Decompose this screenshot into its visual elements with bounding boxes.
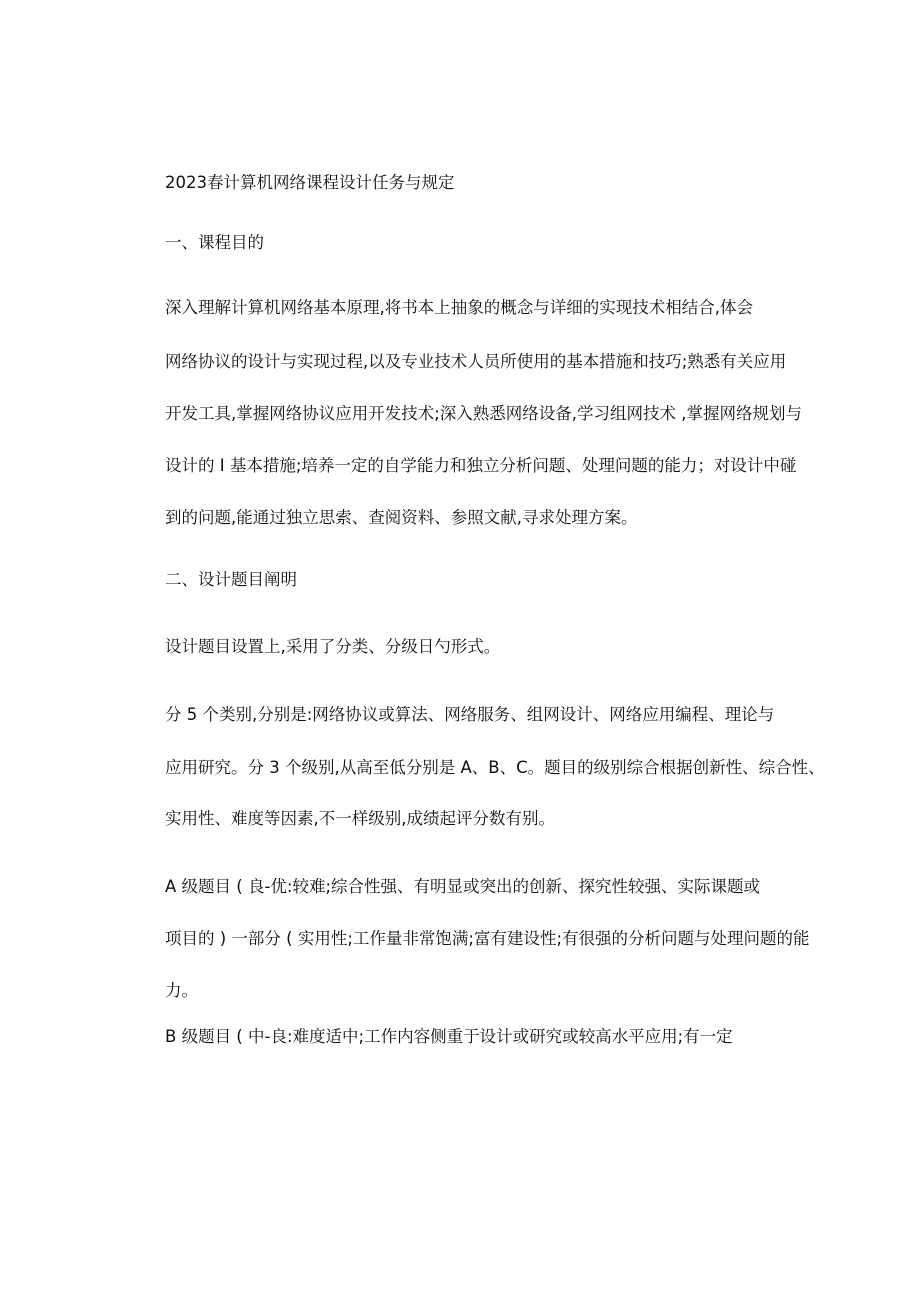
paragraph-line: 设计题目设置上,采用了分类、分级日勺形式。 [165,637,501,656]
paragraph-line: 网络协议的设计与实现过程,以及专业技术人员所使用的基本措施和技巧;熟悉有关应用 [165,352,787,371]
section-heading-course-purpose: 一、课程目的 [165,233,264,252]
section-heading-topic-description: 二、设计题目阐明 [165,570,297,589]
paragraph-line: A 级题目 ( 良-优:较难;综合性强、有明显或突出的创新、探究性较强、实际课题或 [165,877,761,896]
paragraph-line: 开发工具,掌握网络协议应用开发技术;深入熟悉网络设备,学习组网技术 ,掌握网络规划与 [165,404,803,423]
paragraph-line: B 级题目 ( 中-良:难度适中;工作内容侧重于设计或研究或较高水平应用;有一定 [165,1027,733,1046]
paragraph-line: 项目的 ) 一部分 ( 实用性;工作量非常饱满;富有建设性;有很强的分析问题与处理问题的能 [165,929,810,948]
paragraph-line: 应用研究。分 3 个级别,从高至低分别是 A、B、C。题目的级别综合根据创新性、综合性、 [165,758,825,777]
paragraph-line: 分 5 个类别,分别是:网络协议或算法、网络服务、组网设计、网络应用编程、理论与 [165,705,775,724]
paragraph-line: 设计的 I 基本措施;培养一定的自学能力和独立分析问题、处理问题的能力；对设计中碰 [165,456,797,475]
paragraph-line: 深入理解计算机网络基本原理,将书本上抽象的概念与详细的实现技术相结合,体会 [165,298,753,317]
paragraph-line: 到的问题,能通过独立思索、查阅资料、参照文献,寻求处理方案。 [165,508,638,527]
paragraph-line: 力。 [165,981,198,1000]
paragraph-line: 实用性、难度等因素,不一样级别,成绩起评分数有别。 [165,809,555,828]
document-title: 2023春计算机网络课程设计任务与规定 [165,173,455,192]
